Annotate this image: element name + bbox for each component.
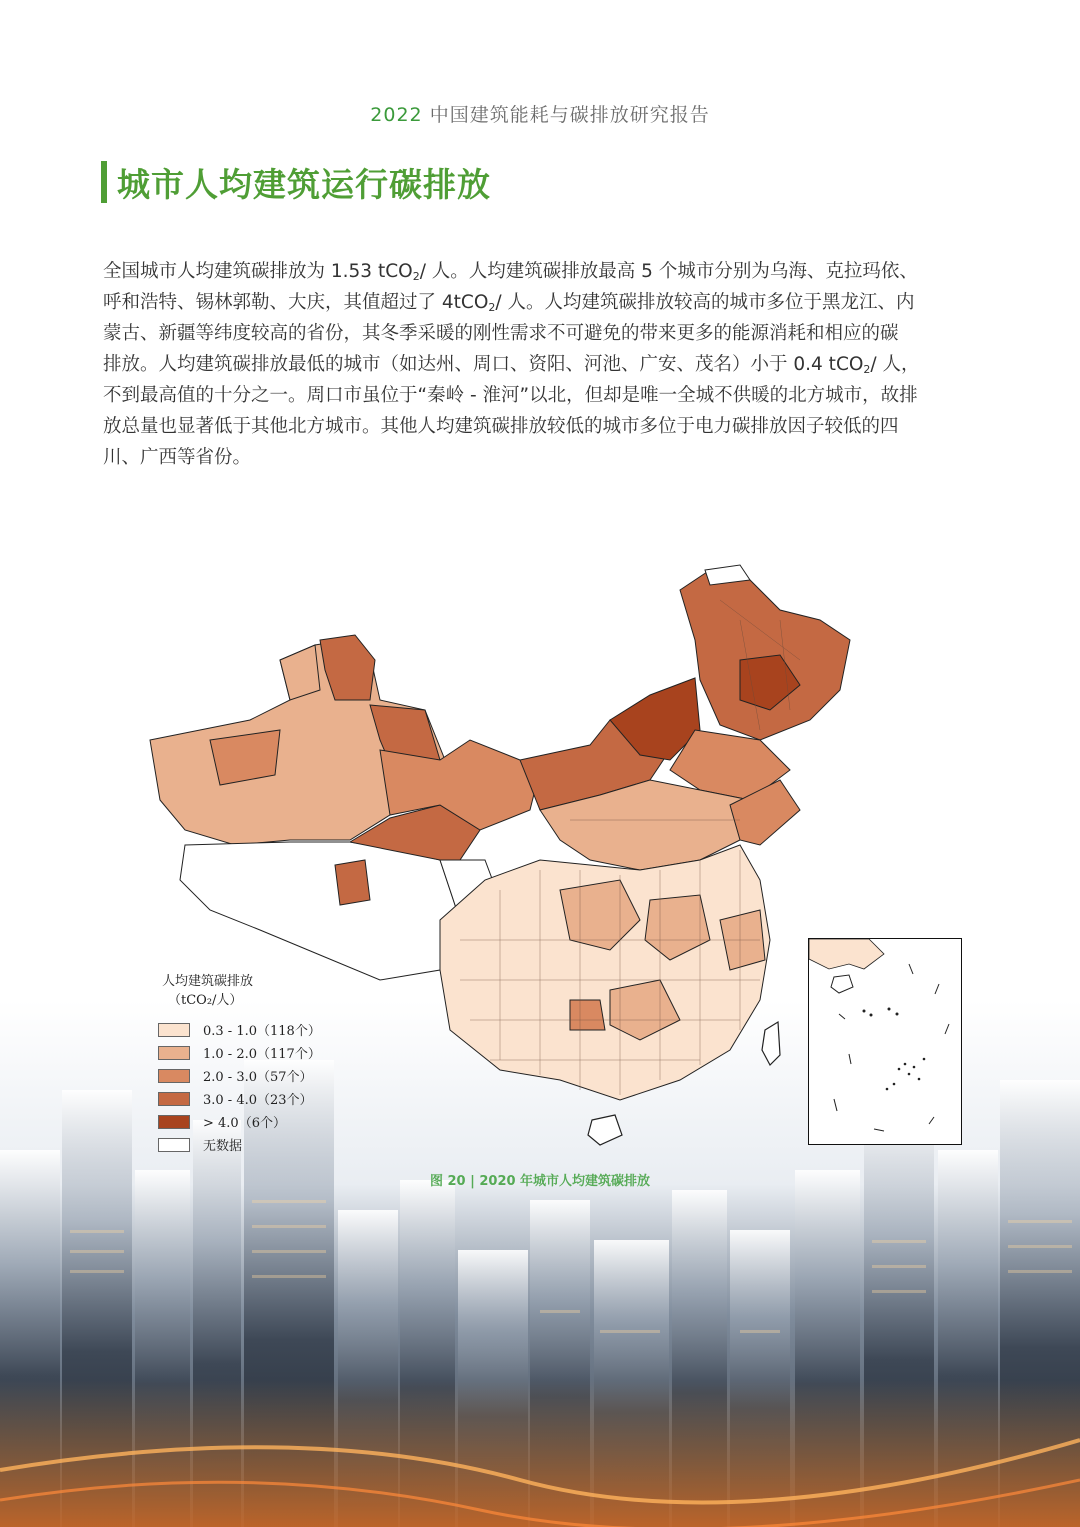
legend-label: 0.3 - 1.0（118个） [203, 1024, 321, 1039]
legend-swatch [158, 1115, 190, 1129]
body-paragraph [103, 256, 979, 473]
legend-unit: （tCO₂/人） [168, 993, 243, 1008]
legend-title: 人均建筑碳排放 [162, 974, 254, 989]
legend-item [158, 1110, 348, 1133]
map-region [762, 1022, 780, 1065]
legend-swatch [158, 1046, 190, 1060]
map-legend [158, 972, 348, 1156]
report-title: 中国建筑能耗与碳排放研究报告 [429, 104, 710, 126]
paragraph-line: 不到最高值的十分之一。周口市虽位于“秦岭 - 淮河”以北，但却是唯一全城不供暖的北方城市，故排 [103, 385, 918, 406]
south-china-sea-inset [808, 938, 962, 1145]
report-year: 2022 [370, 104, 423, 126]
map-region [335, 860, 370, 905]
legend-item [158, 1041, 348, 1064]
legend-label: 1.0 - 2.0（117个） [203, 1047, 321, 1062]
paragraph-line: 川、广西等省份。 [103, 447, 252, 468]
legend-item [158, 1087, 348, 1110]
legend-label: 3.0 - 4.0（23个） [203, 1093, 313, 1108]
paragraph-line: 排放。人均建筑碳排放最低的城市（如达州、周口、资阳、河池、广安、茂名）小于 0.4 tCO$_2$/ 人， [103, 354, 920, 376]
map-region [570, 1000, 605, 1030]
legend-label: 2.0 - 3.0（57个） [203, 1070, 313, 1085]
legend-label: > 4.0（6个） [203, 1116, 286, 1131]
paragraph-line: 放总量也显著低于其他北方城市。其他人均建筑碳排放较低的城市多位于电力碳排放因子较低的四 [103, 416, 899, 437]
legend-swatch [158, 1023, 190, 1037]
map-region [680, 570, 850, 740]
map-region [588, 1115, 622, 1145]
paragraph-line: 呼和浩特、锡林郭勒、大庆，其值超过了 4tCO$_2$/ 人。人均建筑碳排放较高的城市多位于黑龙江、内 [103, 292, 915, 314]
map-region [280, 645, 320, 700]
paragraph-line: 蒙古、新疆等纬度较高的省份，其冬季采暖的刚性需求不可避免的带来更多的能源消耗和相应的碳 [103, 323, 899, 344]
figure-caption: 图 20 | 2020 年城市人均建筑碳排放 [429, 1174, 651, 1189]
legend-label: 无数据 [203, 1139, 243, 1154]
legend-item [158, 1018, 348, 1041]
legend-swatch [158, 1092, 190, 1106]
section-title [101, 160, 491, 204]
legend-item [158, 1064, 348, 1087]
legend-item [158, 1133, 348, 1156]
title-accent-bar [101, 161, 107, 203]
map-region [180, 842, 460, 980]
section-title-text: 城市人均建筑运行碳排放 [117, 164, 491, 204]
legend-swatch [158, 1069, 190, 1083]
legend-swatch [158, 1138, 190, 1152]
report-header [0, 100, 1080, 127]
paragraph-line: 全国城市人均建筑碳排放为 1.53 tCO$_2$/ 人。人均建筑碳排放最高 5 个城市分别为乌海、克拉玛依、 [103, 261, 918, 283]
